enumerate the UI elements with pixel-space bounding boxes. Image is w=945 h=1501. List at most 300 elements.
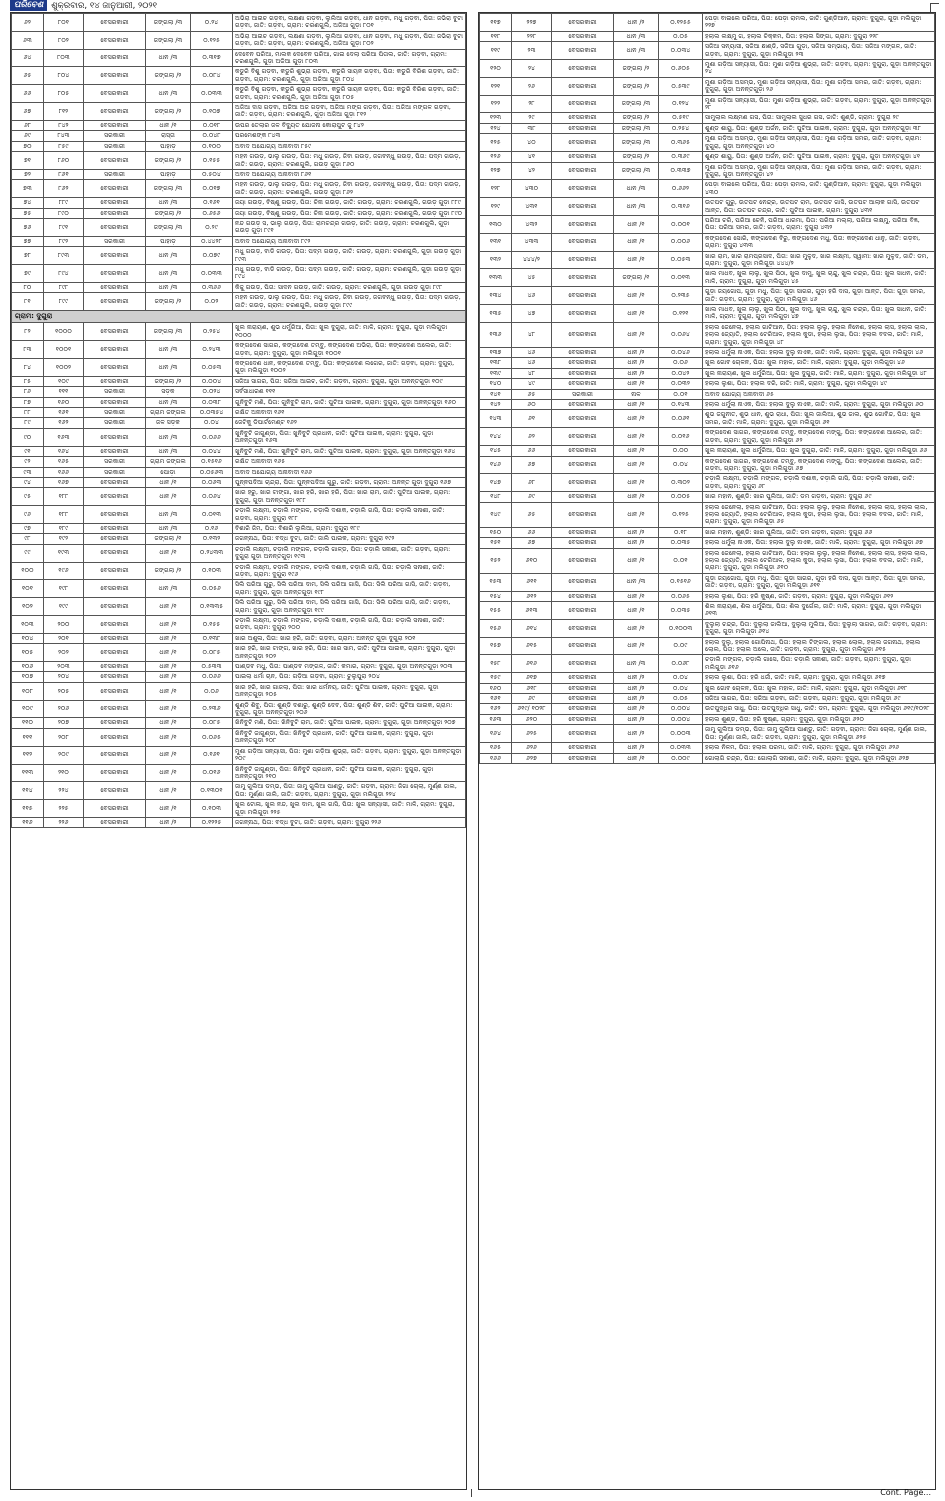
ownership-type: ବେସରକାରୀ [84,534,146,544]
plot-number: ୬୯ [512,694,552,704]
ownership-type: ବେସରକାରୀ [84,180,146,198]
plot-number: ୪୮ [512,368,552,378]
owner-details: ହଲାଲ ଶୁଣ୍ଡ, ପିତା: ହରି କୁଷ୍ଣ, ଗ୍ରାମ: ଦୁଗୁରା, ଗୁଡ଼ା ମଲିଗୁଡ଼ା ୬୨୦ [703,714,935,724]
serial-number: ୭୫ [12,208,44,218]
plot-number: ୧୯୨ [44,534,84,544]
area-value: ୦.୩୧୭ [191,49,233,67]
land-class: ଧାନ /୧ [614,502,659,527]
owner-details: ଚଡ଼ାଲି ଲକ୍ଷ୍ମୀ, ଚଡ଼ାଲି ମଙ୍ଗଳ, ଚଡ଼ାଲି ଦଶାକ, ଚଡ଼ାଲି ଗାସି, ପିତା: ଚଡ଼ାଲି ସନାଶୀ, ଜାତି: ଗଡ଼ବା, ଗ୍ରାମ: ଦୁଗୁରା ୧୮୮ [233,506,466,524]
land-class: ଧାନ /୨ [614,368,659,378]
land-class: ଧାନ /୨ [614,694,659,704]
ownership-type: ବେସରକାରୀ [552,348,614,358]
owner-details: କଡୁରି ବିଶୁ ଗଡ଼ବା, କଡୁରି ଶୁଭ୍ରା ଗଡ଼ବା, କଡୁରି ସାୟନ ଗଡ଼ବା, ପିତା: କଡୁରି ବିରିଶ ଗଡ଼ବା, ଜାତି: ଗଡ଼ବା, ଗ୍ରାମ: ଚରଣଗୁଲି, ଗୁଡ଼ା ଅଜିଆ ଗୁଡ଼ା ୮୦୪ [233,67,466,85]
owner-details: ହଲାଲ ଜେନେଲା, ହଲାଲ ଗାଟିଆନ, ପିତା: ହଲାଲ ଲୁଲୁ, ହଲାଲ ନିନେଶ, ହଲାଲ ଲାସ, ହଲାଲ ଲାଲ, ହଲାଲ ଜ୍ୟୋତି, ହଲାଲ ଟେରିଆଳ, ହଲାଲ କୁଡା, ହଲାଲ ଲୁସା, ପିତା: ହଲାଲ ବଦଲ, ଜାତି: ମାଳି, ଗ୍ରାମ: ଦୁଗୁରା, ଗୁଡ଼ା ମଲିଗୁଡ଼ା ୪୮ [703,322,935,347]
owner-details: ଚଡ଼ାଲି ଲକ୍ଷ୍ମୀ, ଚଡ଼ାଲି ମଙ୍ଗଳ, ଚଡ଼ାଲି ଗାଳ୍ଡ, ପିତା: ଚଡ଼ାଲି ସନାଶୀ, ଜାତି: ଗଡ଼ବା, ଗ୍ରାମ: ଦୁଗୁରା ଗୁଡ଼ା ଅନନ୍ତଗୁଡ଼ା ୧୯୩ [233,544,466,562]
land-class: ଧାନ /୧ [146,544,191,562]
plot-number: ୨୨୮ [512,31,552,41]
plot-number: ୬୦ [512,400,552,410]
plot-number: ୬୧୬ [512,655,552,673]
plot-number: ୪୬ [512,348,552,358]
ownership-type: ସରକାରୀ [84,457,146,467]
ownership-type: ବେସରକାରୀ [84,218,146,236]
land-class: ଧାନ /୨ [614,743,659,753]
owner-details: ଜାମୁ ଗୁଲିଆ ଡମ୍ଭ, ପିତା: ଜାମୁ ଗୁଲିଆ ପାଣ୍ଡୁ, ଜାତି: ଗଡ଼ବା, ଗ୍ରାମ: ଜିଗା ଚୋଲା, ମୁର୍ଣ୍ଣ ଜାଲ, ପିତା: ମୁର୍ଣ୍ଣା ଜାଲି, ଜାତି: ଗଡ଼ବା, ଗ୍ରାମ: ଦୁଗୁରା, ଗୁଡ଼ା ମଲିଗୁଡ଼ା ୨୨୪ [233,782,466,800]
serial-number: ୧୫୭ [480,637,512,655]
plot-number: ୨୯ [512,113,552,123]
table-row [480,123,935,133]
ownership-type: ବେସରକାରୀ [552,474,614,492]
land-class: ଧାନ /୩ [146,198,191,208]
area-value: ୦.୦୦୧ [659,215,703,233]
serial-number: ୧୫୦ [480,527,512,537]
table-row [480,743,935,753]
land-class: ଜଙ୍ଗଲା /୩ [614,162,659,180]
ownership-type: ବେସରକାରୀ [84,359,146,377]
serial-number: ୧୪୮ [480,492,512,502]
land-class: ଧାନ /୧ [614,492,659,502]
plot-number: ୪୦ [512,134,552,152]
area-value: ୦.୧୩୨ [191,534,233,544]
area-value: ୦.୧୩୦୧ [191,782,233,800]
table-row [480,198,935,216]
serial-number: ୧୬୦ [480,683,512,693]
serial-number: ୬୬ [12,85,44,103]
ownership-type: ବେସରକାରୀ [84,49,146,67]
area-value: ୦.୧୫୫ [191,152,233,170]
land-class: ଧାନ /୧ [614,637,659,655]
plot-number: ୪୧ [512,152,552,162]
owner-details: ହଲାଲ ଧର୍ମୁଲା ନାଏକ, ପିତା: ହଲାଲ ଦୁଲୁ ନାଏକ, ଜାତି: ମାଳି, ଗ୍ରାମ: ଦୁଗୁରା, ଗୁଡ଼ା ମଲିଗୁଡ଼ା ୪୬ [703,348,935,358]
owner-details: ଖିନିବୁଟି ଜାଗୁଣ୍ଡା, ପିତା: ଖିନିବୁଟି ପ୍ରଧାନ, ଜାତି: ପୁଟିଆ ପାଇକ, ଗ୍ରାମ: ଦୁଗୁରା, ଗୁଡ଼ା ଅନନ୍ତଗୁଡ଼ା ୨୧୦ [233,764,466,782]
serial-number: ୧୪୬ [480,456,512,474]
area-value: ୦.୦୬ [191,682,233,700]
area-value: ୦.୦୧୬ [659,428,703,446]
serial-number: ୮୮ [12,408,44,418]
owner-details: ହଲାଲ ଦୁଲୁ, ହଲାଲ ଗୋପିନାଥ, ପିତା: ହଲାଲ ଟିଙ୍ଗଲ, ହଲାଲ ଲୋଲ, ହଲାଲ ଜଗନାଥ, ହଲାଲ ଲୋଲ, ପିତା: ହଲାଲ ଅଲେ, ଜାତି: ଗଡ଼ବା, ଗ୍ରାମ: ଦୁଗୁରା, ଗୁଡ଼ା ମଲିଗୁଡ଼ା ୬୧୫ [703,637,935,655]
serial-number: ୧୪୯ [480,502,512,527]
ownership-type: ବେସରକାରୀ [552,60,614,78]
land-class: ଜଙ୍ଗଲା /୨ [146,376,191,386]
land-class: ଧାନ /୧ [614,287,659,305]
owner-details: ସାମୁଲାଲ ଲକ୍ଷ୍ମଣ ଗସ, ପିତା: ସାମୁଲାଲ ସୁଧର ଗସ, ଜାତି: ଶୁଣ୍ଡି, ଗ୍ରାମ: ଦୁଗୁରା ୨୯ [703,113,935,123]
area-value: ୦.୧୩୩୫ [191,598,233,616]
serial-number: ୯୯ [12,544,44,562]
area-value: ୦.୧୦୦ [191,141,233,151]
ownership-type: ବେସରକାରୀ [84,700,146,718]
table-row [480,704,935,714]
serial-number: ୧୧୯ [480,42,512,60]
ownership-type: ବେସରକାରୀ [552,400,614,410]
ownership-type: ବେସରକାରୀ [552,134,614,152]
table-row [12,477,466,487]
land-class: ଜଙ୍ଗଲା /୩ [146,218,191,236]
land-class: ଧାନ /୧ [146,477,191,487]
plot-number: ୧୧୧ [44,387,84,397]
land-class: ଜଙ୍ଗଲା /୩ [146,180,191,198]
owner-details: ଖାର ମହାନ, ଶୁଣ୍ଡି: ଖାର ପୁଲିଆ, ଜାତି: ଡମ ଗଡ଼ବା, ଗ୍ରାମ: ଦୁଗୁରା ୬୬ [703,527,935,537]
serial-number: ୧୦୩ [12,616,44,634]
serial-number: ୯୩ [12,467,44,477]
land-class: ଜଙ୍ଗଲା /୩ [614,123,659,133]
ownership-type: ସରକାରୀ [84,131,146,141]
serial-number: ୧୦୮ [12,682,44,700]
area-value: ୦.୦୧ [659,548,703,573]
land-class: ଧାନ /୨ [614,683,659,693]
crop-mark-top-right [930,3,939,12]
table-row [480,368,935,378]
table-row [480,162,935,180]
serial-number: ୧୩୪ [480,287,512,305]
ownership-type: ବେସରକାରୀ [552,215,614,233]
serial-number: ୯୫ [12,488,44,506]
ownership-type: ସରକାରୀ [552,389,614,399]
owner-details: ଜଗନ୍ନାଥ, ପିତା: ବଦ୍ଧ ବୁଟା, ଜାତି: ଗଡ଼ବା, ଗ୍ରାମ: ଦୁଗୁରା ୨୨୬ [233,817,466,827]
serial-number: ୧୦୦ [12,562,44,580]
area-value: ୦.୦୨୪ [191,387,233,397]
table-row [480,474,935,492]
table-row [480,14,935,32]
land-class: ଧାନ /୩ [614,180,659,198]
owner-details: କଙ୍ଗଦେଣ ସାଗର, କଙ୍ଗଦେଣ ତମ୍ବୁ, କଙ୍ଗଦେଣ ମଙ୍ଗୁ, ପିତା: କଙ୍ଗଦେଣ ଆଲେର, ଜାତି: ଗଡ଼ବା, ଗ୍ରାମ: ଦୁଗୁରା, ଗୁଡ଼ା ମଲିଗୁଡ଼ା ୬୨ [703,428,935,446]
table-row [480,95,935,113]
plot-number: ୪୩୨ [512,215,552,233]
area-value: ୦.୩୩୭ [659,162,703,180]
ownership-type: ବେସରକାରୀ [84,376,146,386]
ownership-type: ବେସରକାରୀ [84,428,146,446]
table-row [12,488,466,506]
ownership-type: ବେସରକାରୀ [84,282,146,292]
ownership-type: ବେସରକାରୀ [84,506,146,524]
table-row [480,305,935,323]
plot-number: ୬୨୦ [512,714,552,724]
land-class: ପାହାଡ଼ [146,169,191,179]
owner-details: ଖାର ହରି, ଖାର ଟାଙ୍ଗ, ଖାର ହରି, ପିତା: ଖାର ସାମ, ଜାତି: ପୁଟିଆ ପାଇକ, ଗ୍ରାମ: ଦୁଗୁରା, ଗୁଡ଼ା ଅନନ୍ତଗୁଡ଼ା ୨୦୨ [233,644,466,662]
land-class: ଧାନ /୧ [146,718,191,728]
plot-number: ୧୮୯ [44,523,84,533]
land-class: ଧାନ /୩ [146,397,191,407]
owner-details: ଖୁଲ ନାରାୟଣ, ଖୁଲ ଧର୍ମୁରିଆ, ପିତା: ଖୁଲ ଦୁଗୁରା, ଜାତି: ମାଳି, ଗ୍ରାମ: ଦୁଗୁରା, ଗୁଡ଼ା ମଲିଗୁଡ଼ା ୬୬ [703,446,935,456]
ownership-type: ସରକାରୀ [84,467,146,477]
area-value: ୦.୧୦୩ [191,800,233,818]
land-class: ଧାନ /୧ [146,764,191,782]
plot-number: ୨୦୭ [44,718,84,728]
serial-number: ୧୧୦ [12,718,44,728]
area-value: ୦.୧୨୨୫ [191,817,233,827]
table-row [480,180,935,198]
area-value: ୦.୦୮୫ [191,644,233,662]
area-value: ୦.୦୪୪ [191,446,233,456]
ownership-type: ବେସରକାରୀ [84,14,146,32]
plot-number: ୬୨୫ [512,725,552,743]
area-value: ୦.୦୧୭ [191,180,233,198]
area-value: ୦.୩୬୯ [659,152,703,162]
area-value: ୦.୨୩୬ [191,700,233,718]
plot-number: ୧୬୪ [44,446,84,456]
land-class: ଧାନ /୧ [146,800,191,818]
serial-number: ୧୬୨ [480,704,512,714]
owner-details: ଅବାଦ ଯୋଗ୍ୟ ଅନାବାଦୀ ୬୫ [703,389,935,399]
serial-number: ୮୬ [12,387,44,397]
plot-number: ୨୦୦ [44,616,84,634]
area-value: ୦.୨୫୪ [191,323,233,341]
area-value: ୦.୧୬୧ [191,746,233,764]
ownership-type: ବେସରକାରୀ [84,397,146,407]
owner-details: ହଲାଲ ଲୁଶା, ପିତା: ହରି କୁଷ୍ଣ, ଜାତି: ଗଡ଼ବା, ଗ୍ରାମ: ଦୁଗୁରା, ଗୁଡ଼ା ମଲିଗୁଡ଼ା ୬୧୨ [703,591,935,601]
land-class: ଗ୍ରାମ ଜଙ୍ଗଲ [146,457,191,467]
owner-details: ରକ୍ଷିତ ଅନାବାଦୀ ୧୬୧ [233,408,466,418]
serial-number: ୧୫୬ [480,619,512,637]
ownership-type: ବେସରକାରୀ [552,14,614,32]
land-class: ଜଙ୍ଗଲା /୩ [614,95,659,113]
ownership-type: ବେସରକାରୀ [84,523,146,533]
land-class: ଜଙ୍ଗଲା /୨ [146,562,191,580]
owner-details: ଅଜିଆ ଦାସ ଗଡ଼ବା, ଅଜିଆ ଅଜ ଗଡ଼ବା, ଅଜିଆ ମଙ୍ଗ ଗଡ଼ବା, ପିତା: ଅଜିଆ ମଙ୍ଗଳ ଗଡ଼ବା, ଜାତି: ଗଡ଼ବା, ଗ୍ରାମ: ଚରଣଗୁଲି, ଗୁଡ଼ା ଅଜିଆ ଗୁଡ଼ା ୮୧୨ [233,103,466,121]
serial-number: ୬୩ [12,31,44,49]
owner-details: ନନ୍ଦ ଗଉଡ଼ ସ, ଭାଲୁ ଗଉଡ଼, ପିତା: ରାମଚନ୍ଦ୍ର ଗଉଡ଼, ଜାତି: ଗଉଡ଼, ଗ୍ରାମ: ଚରଣଗୁଲି, ଗୁଡ଼ା ଗଉଡ଼ ଗୁଡ଼ା ୮୯୧ [233,218,466,236]
serial-number: ୧୬୧ [480,694,512,704]
area-value: ୦.୦୧୮ [191,120,233,130]
serial-number: ୧୧୫ [12,800,44,818]
area-value: ୦.୨୫୪ [659,123,703,133]
land-class: ଧାନ /୩ [614,198,659,216]
plot-number: ୮୯୦ [44,208,84,218]
plot-number: ୪୩୧ [512,198,552,216]
table-row [12,580,466,598]
table-row [12,662,466,672]
owner-details: ମଧୁ ଗଉଡ଼, ବାଡି ଗଉଡ଼, ପିତା: ପଦ୍ମ ଗଉଡ଼, ଜାତି: ଗଉଡ଼, ଗ୍ରାମ: ଚରଣଗୁଲି, ଗୁଡ଼ା ଗଉଡ଼ ଗୁଡ଼ା ୮୯୪ [233,264,466,282]
owner-details: ଖାର ଅଶୁଳା, ପିତା: ଖାର ହରି, ଜାତି: ଗଡ଼ବା, ଗ୍ରାମ: ଅନନ୍ତ ଗୁଡ଼ା ଦୁଗୁରା ୨୦୧ [233,633,466,643]
ownership-type: ବେସରକାରୀ [84,446,146,456]
table-row [12,218,466,236]
table-row [12,208,466,218]
serial-number: ୧୫୨ [480,548,512,573]
ownership-type: ବେସରକାରୀ [552,602,614,620]
serial-number: ୧୪୧ [480,389,512,399]
owner-details: ଗୁନିବୁଟି ମଣି, ପିତା: ଗୁନିବୁଟି ରାମ, ଜାତି: ପୁଟିଆ ପାଇକ, ଗ୍ରାମ: ଦୁଗୁରା, ଗୁଡ଼ା ଅନନ୍ତଗୁଡ଼ା ୧୬୦ [233,397,466,407]
area-value: ୦.୩୦୨ [659,474,703,492]
plot-number: ୮୦୪ [44,67,84,85]
ownership-type: ବେସରକାରୀ [552,152,614,162]
land-class: ଧାନ /୧ [146,746,191,764]
owner-details: ମହନ ଗଉଡ଼, ଭାଲୁ ଗଉଡ଼, ପିତା: ମଧୁ ଗଉଡ଼, ଜିବା ଗଉଡ଼, ଜଗବନ୍ଧୁ ଗଉଡ଼, ପିତା: ପଦ୍ମ ଗଉଡ଼, ଜାତି: ଗଉଡ଼, ଗ୍ରାମ: ଚରଣଗୁଲି, ଗଉଡ଼ ଗୁଡ଼ା ୮୬୦ [233,152,466,170]
owner-details: ଖୁଲ ନାରାୟଣ, ଶୁଭ ଧର୍ମୁରିଆ, ପିତା: ଖୁଲ ଦୁଗୁରା, ଜାତି: ମାଳି, ଗ୍ରାମ: ଦୁଗୁରା, ଗୁଡ଼ା ମଲିଗୁଡ଼ା ୧୦୦୦ [233,323,466,341]
table-row [480,410,935,428]
area-value: ୦.୨୪୩୩ [191,544,233,562]
table-row [12,236,466,246]
plot-number: ୧୦୦୨ [44,359,84,377]
table-row [12,264,466,282]
serial-number: ୧୧୪ [12,782,44,800]
area-value: ୦.୦୫୬୩ [191,467,233,477]
area-value: ୦.୦୬୬ [191,428,233,446]
owner-details: ପେଡ଼ା ବାଇଲେ ପରିଆ, ପିତା: ପେଡ଼ା ରାମଲ, ଜାତି: ଗୁଣ୍ଡିଆନ, ଗ୍ରାମ: ଦୁଗୁରା, ଗୁଡ଼ା ମଲିଗୁଡ଼ା ୪୩୦ [703,180,935,198]
ownership-type: ବେସରକାରୀ [84,341,146,359]
table-row [480,233,935,251]
table-row [480,287,935,305]
plot-number: ୬୨୭ [512,753,552,763]
area-value: ୦.୧୦୭ [191,103,233,121]
serial-number: ୧୨୭ [480,162,512,180]
serial-number: ୭୭ [12,236,44,246]
owner-details: ମହନ ଗଉଡ଼, ଭାଲୁ ଗଉଡ଼, ପିତା: ମଧୁ ଗଉଡ଼, ଜିବା ଗଉଡ଼, ଜଗବନ୍ଧୁ ଗଉଡ଼, ପିତା: ପଦ୍ମ ଗଉଡ଼, ଜାତି: ଗଉଡ଼, ଗ୍ରାମ: ଚରଣଗୁଲି, ଗଉଡ଼ ଗୁଡ଼ା ୮୯୯ [233,293,466,311]
owner-details: କଙ୍ଗଦେଣ ସୋରି, କଙ୍ଗଦେଣ ବିରୁ, କଙ୍ଗଦେଣ ମଧୁ, ପିତା: କଙ୍ଗଦେଣ ଧାନୁ, ଜାତି: ଗଡ଼ବା, ଗ୍ରାମ: ଦୁଗୁରା ୪୩୩ [703,233,935,251]
table-row [480,655,935,673]
serial-number: ୧୫୪ [480,591,512,601]
serial-number: ୭୬ [12,218,44,236]
serial-number: ୧୩୩ [480,269,512,287]
land-class: ଧାନ /୩ [146,359,191,377]
owner-details: କଡୁରି ବିଶୁ ଗଡ଼ବା, କଡୁରି ଶୁଭ୍ରା ଗଡ଼ବା, କଡୁରି ସାୟନ ଗଡ଼ବା, ପିତା: କଡୁରି ବିରିଶ ଗଡ଼ବା, ଜାତି: ଗଡ଼ବା, ଗ୍ରାମ: ଚରଣଗୁଲି, ଗୁଡ଼ା ଅଜିଆ ଗୁଡ଼ା ୮୦୫ [233,85,466,103]
area-value: ୦.୦୩୩ [659,743,703,753]
table-row [12,359,466,377]
area-value: ୦.୦୫୩ [659,251,703,269]
land-class: ଗ୍ରାମ ଜଙ୍ଗଲ [146,408,191,418]
owner-details: ଗୁଡ଼ା ଜୟଗୋପ, ଗୁଡ଼ା ମଧୁ, ପିତା: ଗୁଡ଼ା ସାଗର, ଗୁଡ଼ା ହରି ଦାସ, ଗୁଡ଼ା ଆନ୍ତ, ପିତା: ଗୁଡ଼ା ସମର, ଜାତି: ଗଡ଼ବା, ଗ୍ରାମ: ଦୁଗୁରା, ଗୁଡ଼ା ମଲିଗୁଡ଼ା ୬୧୧ [703,573,935,591]
serial-number: ୬୫ [12,67,44,85]
table-row [480,573,935,591]
plot-number: ୮୦୨ [44,31,84,49]
ownership-type: ବେସରକାରୀ [84,728,146,746]
area-value: ୦.୦୩୮ [191,397,233,407]
land-class: ଧାନ /୩ [146,264,191,282]
serial-number: ୧୬୪ [480,725,512,743]
continue-label: Cont. Page... [880,1488,931,1497]
area-value: ୦.୦୩୫ [659,538,703,548]
land-class: ଧାନ /୨ [614,673,659,683]
ownership-type: ବେସରକାରୀ [84,31,146,49]
table-row [12,408,466,418]
table-row [480,725,935,743]
ownership-type: ବେସରକାରୀ [552,305,614,323]
owner-details: ଖିନିବୁଟି ମଣି, ପିତା: ଖିନିବୁଟି ରାମ, ଜାତି: ପୁଟିଆ ପାଇକ, ଗ୍ରାମ: ଦୁଗୁରା, ଗୁଡ଼ା ଅନନ୍ତଗୁଡ଼ା ୨୦୭ [233,718,466,728]
plot-number: ୮୪୩ [44,131,84,141]
owner-details: ହଲାଲ ଲୁଶା, ପିତା: ହଲାଲ ଦରି, ଜାତି: ମାଳି, ଗ୍ରାମ: ଦୁଗୁରା, ଗୁଡ଼ା ମଲିଗୁଡ଼ା ୪୯ [703,379,935,389]
owner-details: ଦେବେନ ପରିଆ, ମାଲକ ଦେବେନ ପରିଆ, ଗାଇ ଦେଲା ପରିଆ ପିତାଲ, ଜାତି: ଗଡ଼ବା, ଗ୍ରାମ: ଚରଣଗୁଲି, ଗୁଡ଼ା ଅଜିଆ ଗୁଡ଼ା ୮୦୩ [233,49,466,67]
area-value: ୦.୧୬୧ [191,198,233,208]
owner-details: ପାଣ୍ଡବ ମଧୁ, ପିତା: ପାଣ୍ଡବ ମଙ୍ଗଳ, ଜାତି: କମାର, ଗ୍ରାମ: ଦୁଗୁରା, ଗୁଡ଼ା ଅନନ୍ତଗୁଡ଼ା ୨୦୩ [233,662,466,672]
ownership-type: ବେସରକାରୀ [552,322,614,347]
table-row [480,77,935,95]
area-value: ୦.୦୦ [659,446,703,456]
land-class: ଧାନ /୨ [614,538,659,548]
land-class: ଜଙ୍ଗଲା /୩ [146,31,191,49]
left-column-table [10,12,467,1490]
ownership-type: ବେସରକାରୀ [84,85,146,103]
table-row [12,718,466,728]
land-class: ଧାନ /୧ [614,704,659,714]
table-row [12,764,466,782]
land-class: ପାହାଡ଼ [146,141,191,151]
owner-details: ପାଇଲା ଧର୍ମା ଚାନ, ପିତା: ଗଡ଼ିଆ ଗଡ଼ବା, ଗ୍ରାମ: ଚୁଲୁପୁରା ୨୦୪ [233,672,466,682]
land-class: ଜଳ ସଡ଼କ [146,418,191,428]
serial-number: ୭୮ [12,247,44,265]
area-value: ୦.୩୬୬ [191,282,233,292]
serial-number: ୧୬୫ [480,743,512,753]
serial-number: ୧୪୭ [480,474,512,492]
table-row [480,456,935,474]
ownership-type: ବେସରକାରୀ [84,662,146,672]
serial-number: ୧୫୫ [480,602,512,620]
serial-number: ୧୨୮ [480,180,512,198]
ownership-type: ବେସରକାରୀ [552,42,614,60]
area-value: ୦.୦୦୬ [659,233,703,251]
plot-number: ୮୧୨ [44,103,84,121]
area-value: ୦.୪୪୨୮ [191,236,233,246]
plot-number: ୬୨୬ [512,743,552,753]
serial-number: ୬୨ [12,14,44,32]
serial-number: ୧୩୬ [480,322,512,347]
owner-details: ଖୁଲ ଗୋବ ଚୋଳନ, ପିତା: ଖୁଲ ମହାଳ, ଜାତି: ମାଳି, ଗ୍ରାମ: ଦୁଗୁରା, ଗୁଡ଼ା ମଲିଗୁଡ଼ା ୬୧୮ [703,683,935,693]
owner-details: ଖାର ରାମ, ଖାର ରାମପ୍ରସାଦ, ପିତା: ଖାର ମୁଳୁଦ, ଖାର ଲକ୍ଷ୍ମୀ, ସ୍ୱାମୀ: ଖାର ମୁଳୁଦ, ଜାତି: ଡମ, ଗ୍ରାମ: ଦୁଗୁରା, ଗୁଡ଼ା ମଲିଗୁଡ଼ା ୪୪୪/୨ [703,251,935,269]
plot-number: ୨୦୨ [44,644,84,662]
owner-details: ବିଶାରି ଜିମ, ପିତା: ବିଶାରି ଲୁଲିଆ, ଗ୍ରାମ: ଦୁଗୁରା ୧୮୯ [233,523,466,533]
area-value: ୦.୬୫୬ [191,208,233,218]
table-row [12,397,466,407]
table-row [12,616,466,634]
area-value: ୦.୦୬୧ [659,410,703,428]
owner-details: ଚଡ଼ାଲି ଲକ୍ଷ୍ମୀ, ଚଡ଼ାଲି ମଙ୍ଗଳ, ଚଡ଼ାଲି ଦଶାକ, ଚଡ଼ାଲି ଗାସି, ପିତା: ଚଡ଼ାଲି ସନାଶୀ, ଜାତି: ଗଡ଼ବା, ଗ୍ରାମ: ଦୁଗୁରା ୬୮ [703,474,935,492]
owner-details: ପୁନ୍ନପଦିଆ ଚାନ୍ଦ୍ରା, ପିତା: ପୁନ୍ନପଦିଆ ଗୁରୁ, ଜାତି: ଗଡ଼ବା, ଗ୍ରାମ: ଅନନ୍ତ ଗୁଡ଼ା ଦୁଗୁରା ୧୬୭ [233,477,466,487]
area-value: ୦.୩୧୬ [659,198,703,216]
plot-number: ୧୯୩ [44,544,84,562]
serial-number: ୧୩୨ [480,251,512,269]
land-class: ଧାନ /୧ [146,644,191,662]
plot-number: ୬୮ [512,474,552,492]
land-class: ଧାନ /୩ [614,42,659,60]
serial-number: ୧୧୭ [480,14,512,32]
ownership-type: ବେସରକାରୀ [84,672,146,682]
land-class: ଧାନ /୩ [614,573,659,591]
area-value: ୦.୧୨୫୫ [659,14,703,32]
table-row [480,428,935,446]
area-value: ୦.୧୫୧୬ [659,573,703,591]
page-date: ଶୁକ୍ରବାର, ୧୪ ଜାନୁଆରୀ, ୨୦୨୧ [51,0,158,11]
area-value: ୦.୦୪ [659,673,703,683]
table-row [12,131,466,141]
table-row [480,389,935,399]
serial-number: ୧୩୧ [480,233,512,251]
land-class: ଜଙ୍ଗଲା /୩ [146,14,191,32]
ownership-type: ସରକାରୀ [84,169,146,179]
land-class: ଧାନ /୨ [614,714,659,724]
serial-number: ୯୦ [12,428,44,446]
area-value: ୦.୫୩୯ [659,77,703,95]
serial-number: ୭୧ [12,152,44,170]
table-row [12,728,466,746]
ownership-type: ବେସରକାରୀ [552,502,614,527]
serial-number: ୭୦ [12,141,44,151]
plot-number: ୧୬୨ [44,418,84,428]
area-value: ୦.୦୦୩ [659,725,703,743]
owner-details: ଶୁଣ୍ଡ ଶାୟୁ, ପିତା: ଶୁଣ୍ଡ ଅର୍ଜନ, ଜାତି: ପୁଟିଆ ପାଇକ, ଗ୍ରାମ: ଦୁଗୁରା, ଗୁଡ଼ା ଅନନ୍ତଗୁଡ଼ା ୩୮ [703,123,935,133]
ownership-type: ବେସରକାରୀ [84,544,146,562]
land-class: ଧାନ /୩ [146,49,191,67]
plot-number: ୮୯୨ [44,236,84,246]
area-value: ୦.୦୦୪ [659,704,703,714]
land-class: ଧାନ /୧ [614,251,659,269]
owner-details: ଖାର ମହାନ, ଶୁଣ୍ଡି: ଖାର ପୁଲିଆ, ଜାତି: ଡମ ଗଡ଼ବା, ଗ୍ରାମ: ଦୁଗୁରା ୬୯ [703,492,935,502]
plot-number: ୨୦୩ [44,662,84,672]
ownership-type: ବେସରକାରୀ [552,591,614,601]
area-value: ୦.୦୫ [659,31,703,41]
serial-number: ୯୭ [12,523,44,533]
land-class: ନାଳ [614,389,659,399]
land-class: ସଡ଼କ [146,387,191,397]
owner-details: ଉପର ତେଲାର ଜଳ ବିଦ୍ୟୁତ ଯୋଜନା କୋରାପୁଟ ଜୁ ୮୪୨ [233,120,466,130]
plot-number: ୮୯୧ [44,218,84,236]
ownership-type: ବେସରକାରୀ [84,817,146,827]
land-class: ଜଙ୍ଗଲା /୨ [146,293,191,311]
